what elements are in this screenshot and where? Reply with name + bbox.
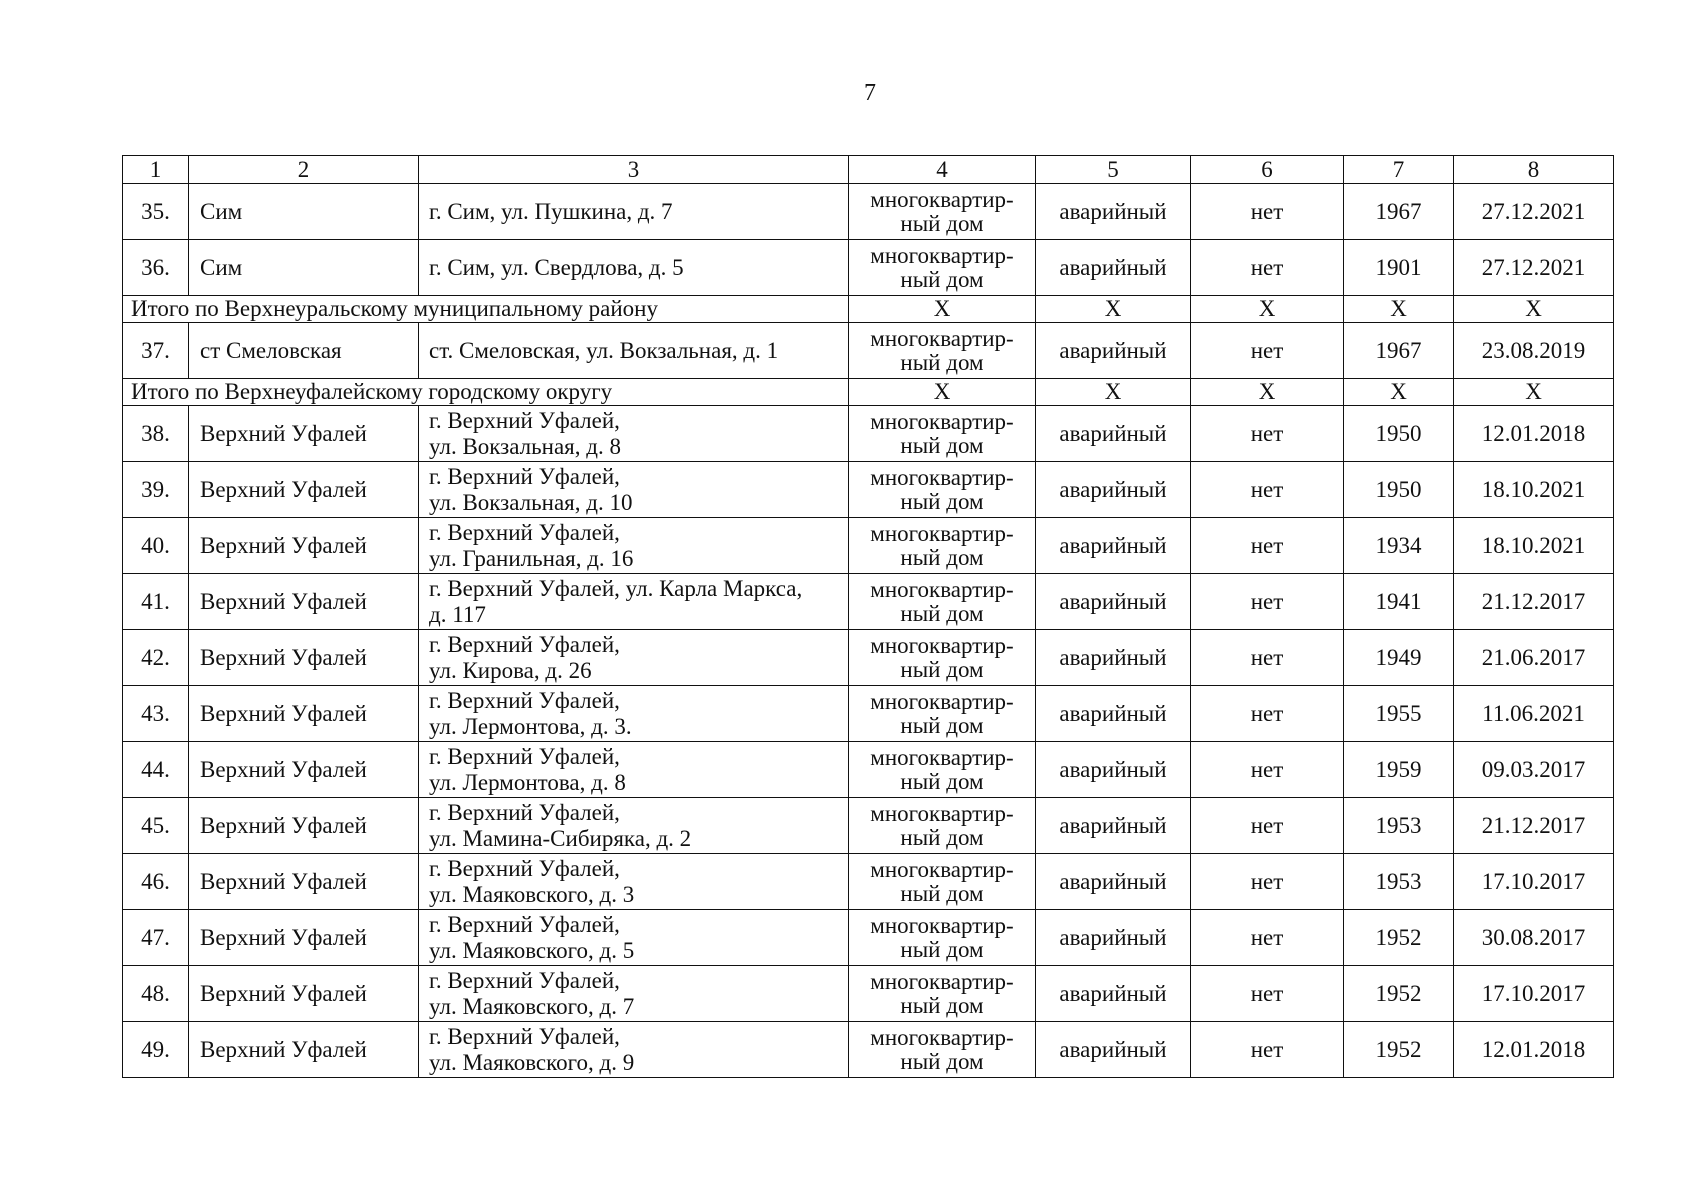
address-cell: г. Верхний Уфалей, ул. Маяковского, д. 3 xyxy=(419,854,849,910)
column-number: 1 xyxy=(123,156,189,184)
address-cell: г. Верхний Уфалей, ул. Маяковского, д. 5 xyxy=(419,910,849,966)
condition-cell: аварийный xyxy=(1036,798,1191,854)
building-type-cell: многоквартир- ный дом xyxy=(849,966,1036,1022)
year-cell: 1952 xyxy=(1344,910,1454,966)
year-cell: 1955 xyxy=(1344,686,1454,742)
column-number: 4 xyxy=(849,156,1036,184)
date-cell: 27.12.2021 xyxy=(1454,184,1614,240)
date-cell: 27.12.2021 xyxy=(1454,240,1614,296)
row-number: 48. xyxy=(123,966,189,1022)
locality-cell: Верхний Уфалей xyxy=(189,854,419,910)
date-cell: 17.10.2017 xyxy=(1454,854,1614,910)
date-cell: 21.12.2017 xyxy=(1454,574,1614,630)
resettlement-cell: нет xyxy=(1191,462,1344,518)
table-row xyxy=(123,518,1614,574)
subtotal-mark: X xyxy=(849,296,1036,323)
locality-cell: Верхний Уфалей xyxy=(189,910,419,966)
building-type-cell: многоквартир- ный дом xyxy=(849,742,1036,798)
table-row xyxy=(123,323,1614,379)
year-cell: 1950 xyxy=(1344,406,1454,462)
locality-cell: Верхний Уфалей xyxy=(189,574,419,630)
year-cell: 1949 xyxy=(1344,630,1454,686)
condition-cell: аварийный xyxy=(1036,574,1191,630)
table-row xyxy=(123,574,1614,630)
building-type-cell: многоквартир- ный дом xyxy=(849,323,1036,379)
table-row xyxy=(123,406,1614,462)
column-number: 3 xyxy=(419,156,849,184)
resettlement-cell: нет xyxy=(1191,1022,1344,1078)
building-type-cell: многоквартир- ный дом xyxy=(849,854,1036,910)
subtotal-mark: X xyxy=(1191,379,1344,406)
resettlement-cell: нет xyxy=(1191,184,1344,240)
resettlement-cell: нет xyxy=(1191,966,1344,1022)
locality-cell: Верхний Уфалей xyxy=(189,686,419,742)
table-row xyxy=(123,240,1614,296)
year-cell: 1967 xyxy=(1344,323,1454,379)
date-cell: 12.01.2018 xyxy=(1454,1022,1614,1078)
date-cell: 09.03.2017 xyxy=(1454,742,1614,798)
address-cell: г. Верхний Уфалей, ул. Лермонтова, д. 3. xyxy=(419,686,849,742)
row-number: 43. xyxy=(123,686,189,742)
locality-cell: ст Смеловская xyxy=(189,323,419,379)
date-cell: 17.10.2017 xyxy=(1454,966,1614,1022)
year-cell: 1952 xyxy=(1344,966,1454,1022)
resettlement-cell: нет xyxy=(1191,910,1344,966)
locality-cell: Верхний Уфалей xyxy=(189,798,419,854)
condition-cell: аварийный xyxy=(1036,323,1191,379)
building-type-cell: многоквартир- ный дом xyxy=(849,406,1036,462)
resettlement-cell: нет xyxy=(1191,798,1344,854)
row-number: 49. xyxy=(123,1022,189,1078)
condition-cell: аварийный xyxy=(1036,462,1191,518)
locality-cell: Верхний Уфалей xyxy=(189,518,419,574)
date-cell: 18.10.2021 xyxy=(1454,462,1614,518)
row-number: 40. xyxy=(123,518,189,574)
year-cell: 1950 xyxy=(1344,462,1454,518)
condition-cell: аварийный xyxy=(1036,686,1191,742)
resettlement-cell: нет xyxy=(1191,742,1344,798)
page-number: 7 xyxy=(864,80,876,106)
condition-cell: аварийный xyxy=(1036,854,1191,910)
locality-cell: Сим xyxy=(189,240,419,296)
year-cell: 1952 xyxy=(1344,1022,1454,1078)
row-number: 41. xyxy=(123,574,189,630)
address-cell: г. Верхний Уфалей, ул. Маяковского, д. 7 xyxy=(419,966,849,1022)
table-row xyxy=(123,910,1614,966)
year-cell: 1901 xyxy=(1344,240,1454,296)
address-cell: г. Сим, ул. Пушкина, д. 7 xyxy=(419,184,849,240)
date-cell: 21.06.2017 xyxy=(1454,630,1614,686)
building-type-cell: многоквартир- ный дом xyxy=(849,910,1036,966)
address-cell: г. Верхний Уфалей, ул. Кирова, д. 26 xyxy=(419,630,849,686)
condition-cell: аварийный xyxy=(1036,184,1191,240)
table-row xyxy=(123,966,1614,1022)
year-cell: 1967 xyxy=(1344,184,1454,240)
resettlement-cell: нет xyxy=(1191,630,1344,686)
year-cell: 1953 xyxy=(1344,854,1454,910)
row-number: 36. xyxy=(123,240,189,296)
address-cell: г. Верхний Уфалей, ул. Мамина-Сибиряка, д. 2 xyxy=(419,798,849,854)
subtotal-label: Итого по Верхнеуфалейскому городскому округу xyxy=(123,379,849,406)
subtotal-mark: X xyxy=(1191,296,1344,323)
address-cell: г. Верхний Уфалей, ул. Маяковского, д. 9 xyxy=(419,1022,849,1078)
subtotal-mark: X xyxy=(1454,296,1614,323)
row-number: 39. xyxy=(123,462,189,518)
subtotal-mark: X xyxy=(1036,379,1191,406)
subtotal-row xyxy=(123,296,1614,323)
condition-cell: аварийный xyxy=(1036,406,1191,462)
emergency-housing-table xyxy=(122,155,1614,1078)
resettlement-cell: нет xyxy=(1191,574,1344,630)
column-number-row xyxy=(123,156,1614,184)
address-cell: г. Сим, ул. Свердлова, д. 5 xyxy=(419,240,849,296)
resettlement-cell: нет xyxy=(1191,323,1344,379)
row-number: 47. xyxy=(123,910,189,966)
row-number: 37. xyxy=(123,323,189,379)
building-type-cell: многоквартир- ный дом xyxy=(849,184,1036,240)
date-cell: 12.01.2018 xyxy=(1454,406,1614,462)
table-row xyxy=(123,630,1614,686)
row-number: 35. xyxy=(123,184,189,240)
condition-cell: аварийный xyxy=(1036,518,1191,574)
table-row xyxy=(123,462,1614,518)
address-cell: г. Верхний Уфалей, ул. Гранильная, д. 16 xyxy=(419,518,849,574)
condition-cell: аварийный xyxy=(1036,1022,1191,1078)
condition-cell: аварийный xyxy=(1036,630,1191,686)
column-number: 8 xyxy=(1454,156,1614,184)
row-number: 44. xyxy=(123,742,189,798)
row-number: 45. xyxy=(123,798,189,854)
date-cell: 21.12.2017 xyxy=(1454,798,1614,854)
date-cell: 18.10.2021 xyxy=(1454,518,1614,574)
subtotal-mark: X xyxy=(1454,379,1614,406)
row-number: 42. xyxy=(123,630,189,686)
column-number: 5 xyxy=(1036,156,1191,184)
locality-cell: Верхний Уфалей xyxy=(189,462,419,518)
building-type-cell: многоквартир- ный дом xyxy=(849,462,1036,518)
table-row xyxy=(123,798,1614,854)
locality-cell: Верхний Уфалей xyxy=(189,742,419,798)
building-type-cell: многоквартир- ный дом xyxy=(849,1022,1036,1078)
resettlement-cell: нет xyxy=(1191,518,1344,574)
table-row xyxy=(123,686,1614,742)
address-cell: г. Верхний Уфалей, ул. Лермонтова, д. 8 xyxy=(419,742,849,798)
resettlement-cell: нет xyxy=(1191,406,1344,462)
row-number: 38. xyxy=(123,406,189,462)
table-row xyxy=(123,1022,1614,1078)
address-cell: г. Верхний Уфалей, ул. Карла Маркса, д. 117 xyxy=(419,574,849,630)
condition-cell: аварийный xyxy=(1036,240,1191,296)
table-row xyxy=(123,184,1614,240)
address-cell: ст. Смеловская, ул. Вокзальная, д. 1 xyxy=(419,323,849,379)
table-row xyxy=(123,854,1614,910)
locality-cell: Верхний Уфалей xyxy=(189,630,419,686)
building-type-cell: многоквартир- ный дом xyxy=(849,240,1036,296)
building-type-cell: многоквартир- ный дом xyxy=(849,798,1036,854)
building-type-cell: многоквартир- ный дом xyxy=(849,518,1036,574)
building-type-cell: многоквартир- ный дом xyxy=(849,686,1036,742)
condition-cell: аварийный xyxy=(1036,966,1191,1022)
building-type-cell: многоквартир- ный дом xyxy=(849,630,1036,686)
condition-cell: аварийный xyxy=(1036,742,1191,798)
locality-cell: Верхний Уфалей xyxy=(189,966,419,1022)
address-cell: г. Верхний Уфалей, ул. Вокзальная, д. 10 xyxy=(419,462,849,518)
table-row xyxy=(123,742,1614,798)
condition-cell: аварийный xyxy=(1036,910,1191,966)
resettlement-cell: нет xyxy=(1191,240,1344,296)
subtotal-label: Итого по Верхнеуральскому муниципальному району xyxy=(123,296,849,323)
locality-cell: Верхний Уфалей xyxy=(189,406,419,462)
column-number: 2 xyxy=(189,156,419,184)
year-cell: 1953 xyxy=(1344,798,1454,854)
row-number: 46. xyxy=(123,854,189,910)
year-cell: 1959 xyxy=(1344,742,1454,798)
subtotal-mark: X xyxy=(1036,296,1191,323)
resettlement-cell: нет xyxy=(1191,854,1344,910)
year-cell: 1934 xyxy=(1344,518,1454,574)
building-type-cell: многоквартир- ный дом xyxy=(849,574,1036,630)
subtotal-mark: X xyxy=(849,379,1036,406)
locality-cell: Сим xyxy=(189,184,419,240)
locality-cell: Верхний Уфалей xyxy=(189,1022,419,1078)
address-cell: г. Верхний Уфалей, ул. Вокзальная, д. 8 xyxy=(419,406,849,462)
subtotal-mark: X xyxy=(1344,296,1454,323)
resettlement-cell: нет xyxy=(1191,686,1344,742)
column-number: 6 xyxy=(1191,156,1344,184)
subtotal-row xyxy=(123,379,1614,406)
column-number: 7 xyxy=(1344,156,1454,184)
date-cell: 30.08.2017 xyxy=(1454,910,1614,966)
date-cell: 11.06.2021 xyxy=(1454,686,1614,742)
subtotal-mark: X xyxy=(1344,379,1454,406)
year-cell: 1941 xyxy=(1344,574,1454,630)
date-cell: 23.08.2019 xyxy=(1454,323,1614,379)
